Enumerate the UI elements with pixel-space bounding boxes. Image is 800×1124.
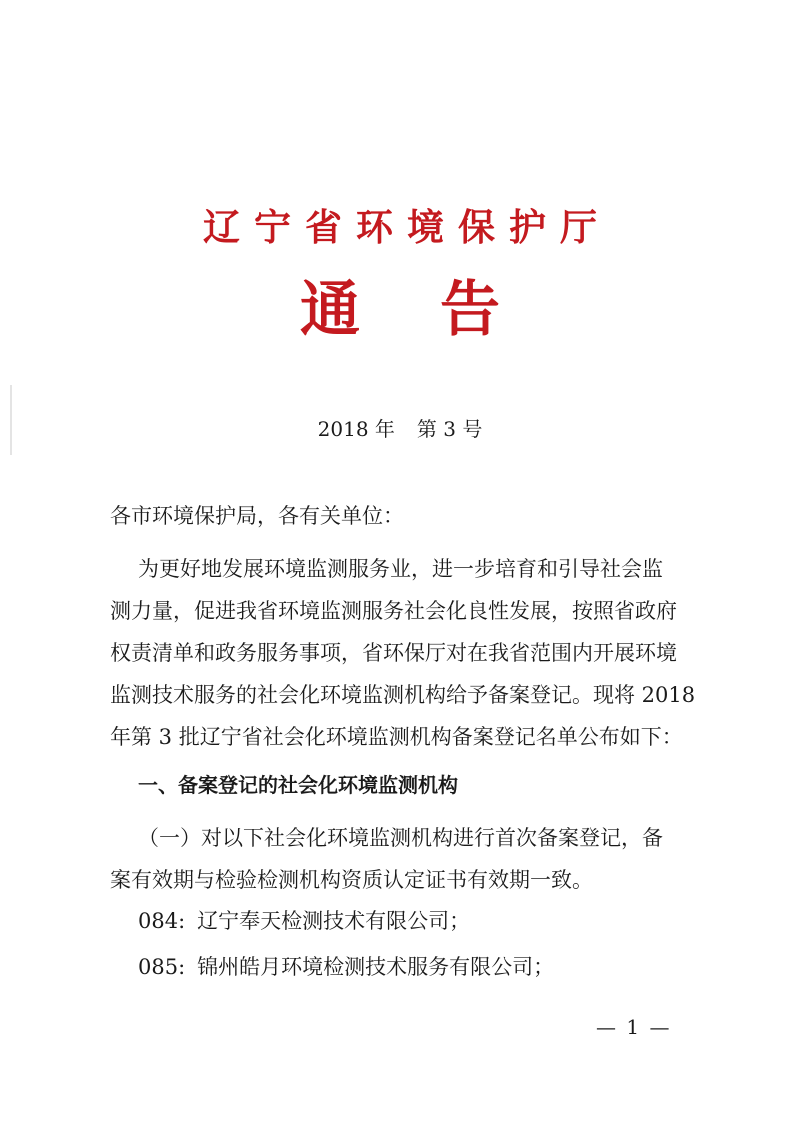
entry-name: 锦州皓月环境检测技术服务有限公司； (197, 955, 555, 979)
paragraph-line: 测力量，促进我省环境监测服务社会化良性发展，按照省政府 (110, 599, 677, 623)
paragraph-line: 年第 3 批辽宁省社会化环境监测机构备案登记名单公布如下： (110, 725, 683, 749)
doc-issue-number: 第 3 号 (416, 417, 483, 441)
page-number: — 1 — (596, 1015, 672, 1039)
paragraph-line: 为更好地发展环境监测服务业，进一步培育和引导社会监 (138, 557, 663, 581)
intro-paragraph (110, 548, 696, 758)
document-number (0, 413, 800, 442)
document-type-title: 通告 (300, 275, 580, 345)
list-item (138, 906, 718, 936)
paragraph-line: 监测技术服务的社会化环境监测机构给予备案登记。现将 2018 (110, 683, 696, 707)
doc-year: 2018 年 (317, 417, 395, 441)
salutation: 各市环境保护局，各有关单位： (110, 504, 404, 528)
paragraph-line: 案有效期与检验检测机构资质认定证书有效期一致。 (110, 868, 593, 892)
section-heading: 一、备案登记的社会化环境监测机构 (138, 773, 458, 797)
entry-code: 085: (138, 955, 186, 979)
paragraph-line: 权责清单和政务服务事项，省环保厅对在我省范围内开展环境 (110, 641, 677, 665)
paragraph-line: （一）对以下社会化环境监测机构进行首次备案登记，备 (138, 826, 663, 850)
subsection-paragraph (110, 817, 690, 901)
issuing-organization: 辽宁省环境保护厅 (203, 205, 611, 249)
list-item (138, 952, 718, 982)
entry-code: 084: (138, 909, 186, 933)
entry-name: 辽宁奉天检测技术有限公司； (197, 909, 471, 933)
